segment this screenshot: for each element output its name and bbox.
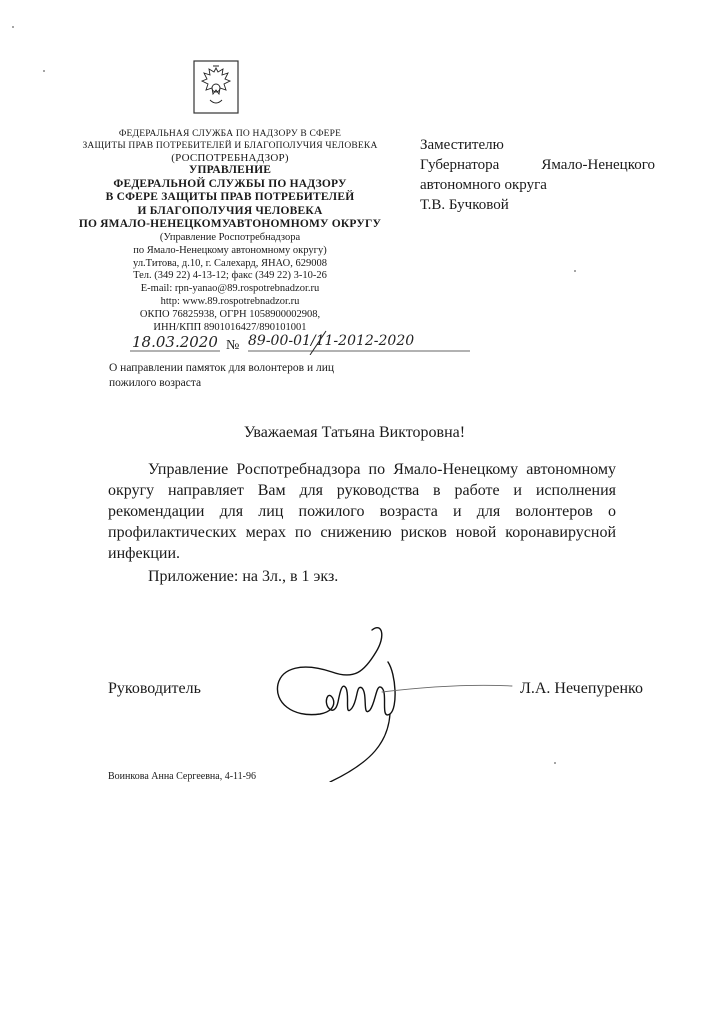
registration-number: 89-00-01/11-2012-2020 bbox=[248, 333, 415, 349]
org-line: (Управление Роспотребнадзора bbox=[159, 231, 301, 243]
addressee-line: автономного округа bbox=[420, 177, 547, 193]
scan-speck bbox=[43, 70, 45, 72]
org-line: ПО ЯМАЛО-НЕНЕЦКОМУАВТОНОМНОМУ ОКРУГУ bbox=[78, 218, 382, 231]
scan-speck bbox=[554, 762, 556, 764]
letter-body: Управление Роспотребнадзора по Ямало-Ненецкому автономному округу направляет Вам для руководства в работе и исполнения рекомендации для лиц пожилого возраста и для волонтеров о профилактических мерах по снижению рисков новой коронавирусной инфекции. bbox=[108, 461, 616, 562]
org-line: http: www.89.rospotrebnadzor.ru bbox=[160, 295, 300, 307]
org-line: E-mail: rpn-yanao@89.rospotrebnadzor.ru bbox=[140, 283, 320, 295]
addressee-word: Ямало-Ненецкого bbox=[541, 157, 655, 173]
signer-name: Л.А. Нечепуренко bbox=[520, 680, 643, 697]
coat-of-arms-emblem bbox=[193, 60, 239, 114]
addressee-line: Т.В. Бучковой bbox=[420, 197, 509, 213]
addressee-line bbox=[420, 155, 655, 175]
signer-role: Руководитель bbox=[108, 680, 201, 697]
scan-speck bbox=[574, 270, 576, 272]
addressee-word: Губернатора bbox=[420, 157, 500, 173]
letter-greeting: Уважаемая Татьяна Викторовна! bbox=[243, 424, 466, 441]
org-line: ЗАЩИТЫ ПРАВ ПОТРЕБИТЕЛЕЙ И БЛАГОПОЛУЧИЯ ЧЕЛОВЕКА bbox=[82, 141, 378, 151]
scan-speck bbox=[12, 26, 14, 28]
org-line: ИНН/КПП 8901016427/890101001 bbox=[153, 321, 307, 333]
org-line: В СФЕРЕ ЗАЩИТЫ ПРАВ ПОТРЕБИТЕЛЕЙ bbox=[105, 191, 355, 204]
org-line: ОКПО 76825938, ОГРН 1058900002908, bbox=[139, 308, 321, 320]
executor-contact: Воинкова Анна Сергеевна, 4-11-96 bbox=[108, 771, 256, 782]
registration-line bbox=[130, 329, 470, 355]
subject-line: пожилого возраста bbox=[109, 377, 202, 389]
org-line: ул.Титова, д.10, г. Салехард, ЯНАО, 629008 bbox=[133, 257, 327, 269]
addressee-line: Заместителю bbox=[420, 137, 504, 153]
org-line: ФЕДЕРАЛЬНОЙ СЛУЖБЫ ПО НАДЗОРУ bbox=[113, 177, 347, 190]
registration-date: 18.03.2020 bbox=[132, 333, 218, 351]
handwritten-signature bbox=[272, 622, 522, 782]
org-line: И БЛАГОПОЛУЧИЯ ЧЕЛОВЕКА bbox=[137, 204, 323, 217]
org-line: УПРАВЛЕНИЕ bbox=[188, 164, 272, 176]
addressee-block bbox=[420, 135, 670, 215]
letter-subject bbox=[109, 361, 389, 391]
subject-line: О направлении памяток для волонтеров и лиц bbox=[109, 362, 335, 374]
org-line: по Ямало-Ненецкому автономному округу) bbox=[133, 244, 327, 256]
org-line: (РОСПОТРЕБНАДЗОР) bbox=[171, 152, 289, 164]
sender-organization-block bbox=[70, 128, 390, 334]
registration-number-sign: № bbox=[226, 338, 240, 353]
org-line: Тел. (349 22) 4-13-12; факс (349 22) 3-10-26 bbox=[133, 270, 327, 282]
attachment-note: Приложение: на 3л., в 1 экз. bbox=[148, 568, 339, 585]
org-line: ФЕДЕРАЛЬНАЯ СЛУЖБА ПО НАДЗОРУ В СФЕРЕ bbox=[118, 129, 342, 139]
